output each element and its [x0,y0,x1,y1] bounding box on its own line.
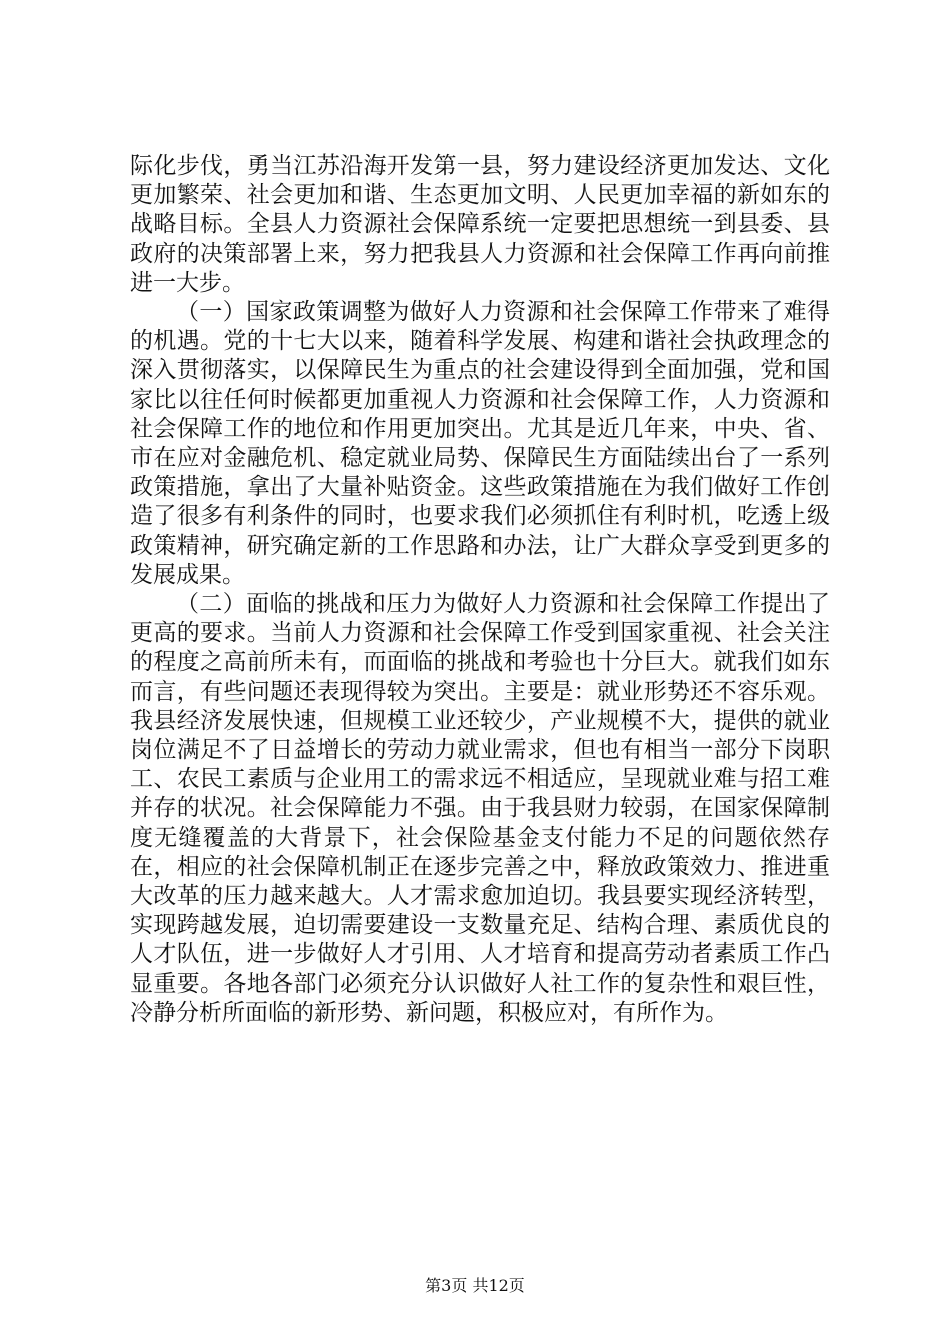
paragraph-continuation: 际化步伐，勇当江苏沿海开发第一县，努力建设经济更加发达、文化更加繁荣、社会更加和谐、生态更加文明、人民更加幸福的新如东的战略目标。全县人力资源社会保障系统一定要把思想统一到县委、县政府的决策部署上来，努力把我县人力资源和社会保障工作再向前推进一大步。 [130,153,830,296]
paragraph-challenges: （二）面临的挑战和压力为做好人力资源和社会保障工作提出了更高的要求。当前人力资源和社会保障工作受到国家重视、社会关注的程度之高前所未有，而面临的挑战和考验也十分巨大。就我们如东而言，有些问题还表现得较为突出。主要是：就业形势还不容乐观。我县经济发展快速，但规模工业还较少，产业规模不大，提供的就业岗位满足不了日益增长的劳动力就业需求，但也有相当一部分下岗职工、农民工素质与企业用工的需求远不相适应，呈现就业难与招工难并存的状况。社会保障能力不强。由于我县财力较弱，在国家保障制度无缝覆盖的大背景下，社会保险基金支付能力不足的问题依然存在，相应的社会保障机制正在逐步完善之中，释放政策效力、推进重大改革的压力越来越大。人才需求愈加迫切。我县要实现经济转型，实现跨越发展，迫切需要建设一支数量充足、结构合理、素质优良的人才队伍，进一步做好人才引用、人才培育和提高劳动者素质工作凸显重要。各地各部门必须充分认识做好人社工作的复杂性和艰巨性，冷静分析所面临的新形势、新问题，积极应对，有所作为。 [130,591,830,1026]
paragraph-opportunity: （一）国家政策调整为做好人力资源和社会保障工作带来了难得的机遇。党的十七大以来，随着科学发展、构建和谐社会执政理念的深入贯彻落实，以保障民生为重点的社会建设得到全面加强，党和国家比以往任何时候都更加重视人力资源和社会保障工作，人力资源和社会保障工作的地位和作用更加突出。尤其是近几年来，中央、省、市在应对金融危机、稳定就业局势、保障民生方面陆续出台了一系列政策措施，拿出了大量补贴资金。这些政策措施在为我们做好工作创造了很多有利条件的同时，也要求我们必须抓住有利时机，吃透上级政策精神，研究确定新的工作思路和办法，让广大群众享受到更多的发展成果。 [130,299,830,588]
document-body [130,152,830,1028]
page-footer: 第3页 共12页 [425,1276,525,1295]
